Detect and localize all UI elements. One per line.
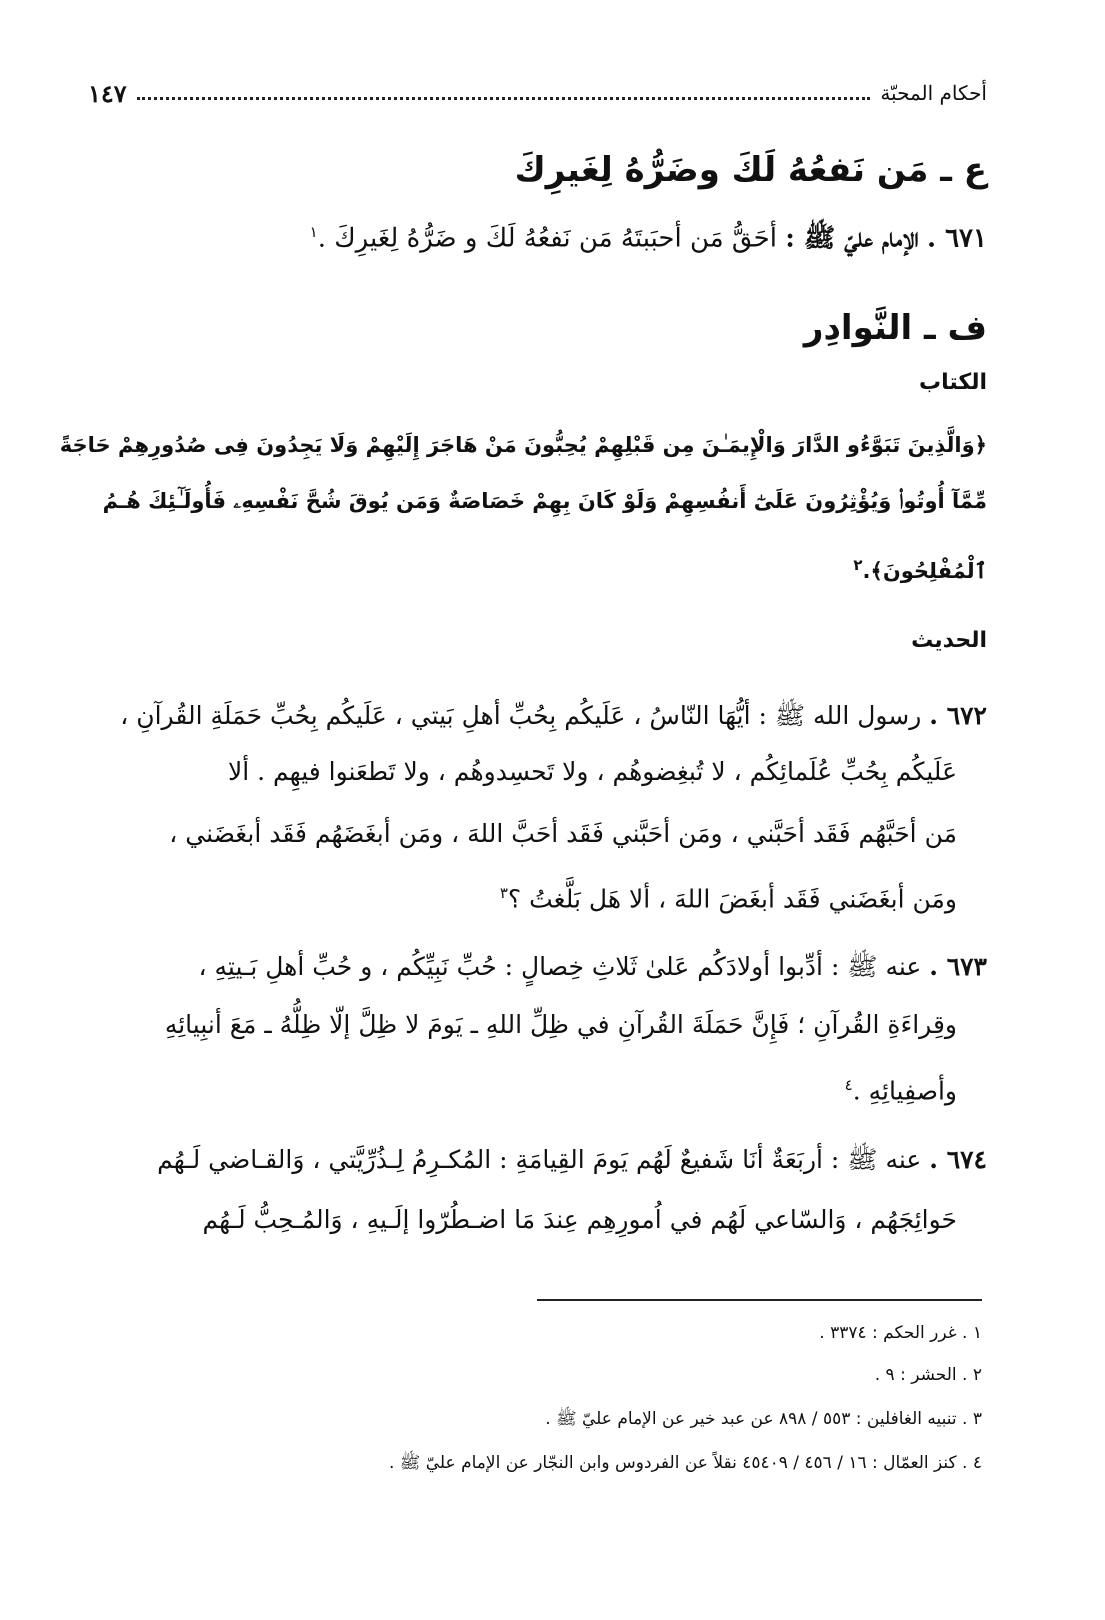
section-heading-b: ف ـ النَّوادِر: [803, 308, 987, 348]
hadith-672-line-2: عَلَيكُم بِحُبِّ عُلَمائِكُم ، لا تُبغِضوهُم ، ولا تَحسِدوهُم ، ولا تَطعَنوا فيهِم . ألا: [227, 757, 957, 786]
hadith-672-line-3: مَن أحَبَّهُم فَقَد أحَبَّني ، ومَن أحَبَّني فَقَد أحَبَّ اللهَ ، ومَن أبغَضَهُم فَقَد أبغَضَني ،: [169, 819, 957, 848]
footnote-ref: ٣: [499, 884, 508, 902]
hadith-text: عنه ﷺ : أربَعَةٌ أنَا شَفيعٌ لَهُم يَومَ القِيامَةِ : المُكـرِمُ لِـذُرِّيَّتي ، وَالقـاضي لَـهُم: [157, 1145, 922, 1174]
hadith-number: ٦٧٣ .: [929, 952, 987, 981]
hadith-text: رسول الله ﷺ : أيُّهَا النّاسُ ، عَلَيكُم بِحُبِّ أهلِ بَيتي ، عَلَيكُم بِحُبِّ حَمَلَةِ القُرآنِ ،: [120, 701, 922, 730]
hadith-672-line-4: [88, 873, 957, 919]
footnote-4: ٤ . كنز العمّال : ١٦ / ٤٥٦ / ٤٥٤٠٩ نقلاً عن الفردوس وابن النجّار عن الإمام عليّ ﷺ .: [389, 1453, 982, 1473]
hadith-672-line-1: [88, 696, 987, 736]
footnote-separator: [537, 1299, 982, 1301]
footnote-ref: ٢: [853, 556, 863, 574]
hadith-number: ٦٧١ .: [926, 223, 987, 254]
hadith-text: عنه ﷺ : أدِّبوا أولادَكُم عَلىٰ ثَلاثِ خِصالٍ : حُبِّ نَبِيِّكُم ، و حُبِّ أهلِ بَـيتِهِ ،: [198, 952, 922, 981]
hadith-674-line-2: حَوائِجَهُم ، وَالسّاعي لَهُم في اُمورِهِم عِندَ مَا اضـطُرّوا إلَـيهِ ، وَالمُـحِبُّ لَـهُم: [202, 1205, 957, 1234]
subheading-book: الكتاب: [919, 370, 987, 395]
footnote-1: ١ . غرر الحكم : ٣٣٧٤ .: [819, 1323, 982, 1343]
chapter-title: أحكام المحبّة: [880, 81, 987, 105]
hadith-text: وأصفِيائِهِ .: [852, 1076, 957, 1106]
footnote-3: ٣ . تنبيه الغافلين : ٥٥٣ / ٨٩٨ عن عبد خير عن الإمام عليّ ﷺ .: [545, 1409, 982, 1429]
footnote-2: ٢ . الحشر : ٩ .: [874, 1365, 982, 1385]
hadith-674-line-1: [88, 1140, 987, 1180]
section-heading-a: ع ـ مَن نَفعُهُ لَكَ وضَرُّهُ لِغَيرِكَ: [514, 150, 987, 190]
quran-verse-line-2: مِّمَّآ أُوتُوا۟ وَيُؤْثِرُونَ عَلَىٰٓ أَنفُسِهِمْ وَلَوْ كَانَ بِهِمْ خَصَاصَةٌ وَمَن يُوقَ شُحَّ نَفْسِهِۦ فَأُولَـٰٓئِكَ هُـمُ: [102, 489, 987, 513]
hadith-number: ٦٧٤ .: [929, 1145, 987, 1174]
quran-verse-line-1: ﴿وَالَّذِينَ تَبَوَّءُو الدَّارَ وَالْإِيمَـٰنَ مِن قَبْلِهِمْ يُحِبُّونَ مَنْ هَاجَرَ إِلَيْهِمْ وَلَا يَجِدُونَ فِى صُدُورِهِمْ حَاجَةً: [59, 433, 987, 457]
hadith-673-line-1: [88, 947, 987, 987]
footnote-ref: ١: [309, 223, 318, 241]
hadith-671: [88, 212, 987, 259]
quran-verse-end: ٱلْمُفْلِحُونَ﴾.: [862, 559, 987, 583]
quran-verse-line-3: [88, 547, 987, 589]
hadith-673-line-3: [88, 1065, 957, 1111]
hadith-text: ومَن أبغَضَني فَقَد أبغَضَ اللهَ ، ألا هَل بَلَّغتُ ؟: [507, 884, 957, 914]
hadith-673-line-2: وقِراءَةِ القُرآنِ ؛ فَإِنَّ حَمَلَةَ القُرآنِ في ظِلِّ اللهِ ـ يَومَ لا ظِلَّ إلّا ظِلُّهُ ـ مَعَ أنبِيائِهِ: [164, 1010, 957, 1039]
hadith-text: أحَقُّ مَن أحبَبتَهُ مَن نَفعُهُ لَكَ و ضَرُّهُ لِغَيرِكَ .: [317, 223, 777, 254]
header-dot-leader: [137, 87, 871, 100]
footnote-ref: ٤: [844, 1076, 853, 1094]
running-header: [88, 78, 987, 108]
hadith-number: ٦٧٢ .: [929, 701, 987, 730]
page-number: ١٤٧: [88, 78, 127, 108]
subheading-hadith: الحديث: [911, 628, 987, 653]
hadith-speaker: الإمام عليّ ﷺ :: [785, 223, 919, 254]
